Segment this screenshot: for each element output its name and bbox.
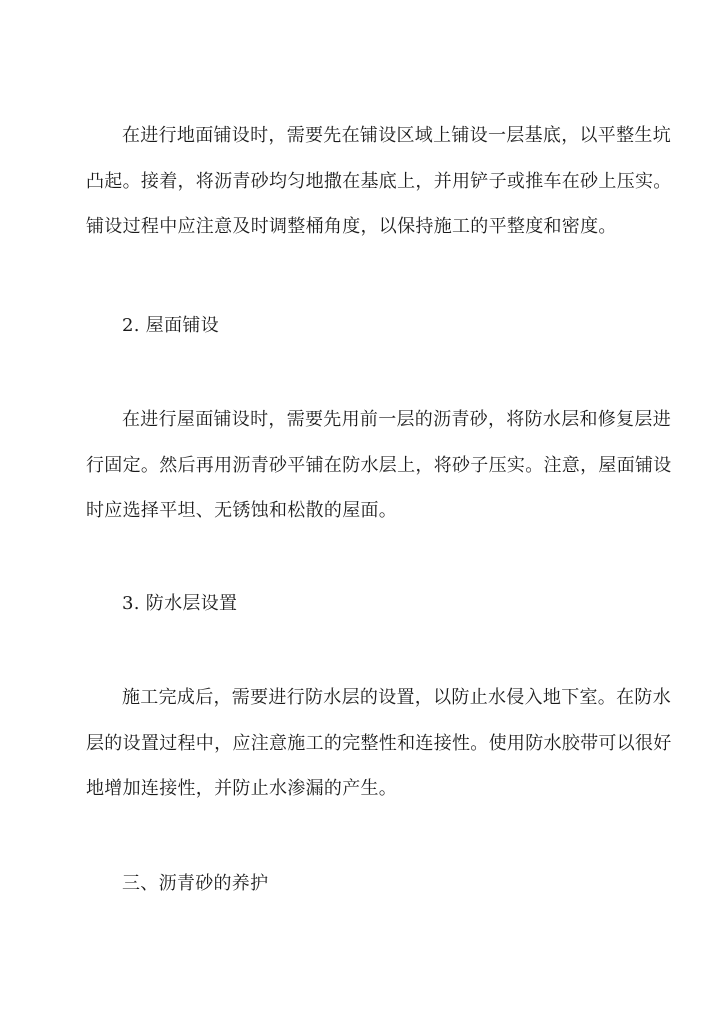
paragraph-3-line-1: 施工完成后，需要进行防水层的设置，以防止水侵入地下室。在防水 [122,687,671,708]
paragraph-1-line-2: 凸起。接着，将沥青砂均匀地撒在基底上，并用铲子或推车在砂上压实。 [86,171,672,192]
section-heading-roof-laying: 2. 屋面铺设 [122,315,219,336]
section-heading-waterproof-layer: 3. 防水层设置 [122,593,238,614]
paragraph-3-line-2: 层的设置过程中，应注意施工的完整性和连接性。使用防水胶带可以很好 [86,733,672,754]
paragraph-3-line-3: 地增加连接性，并防止水渗漏的产生。 [86,778,398,799]
paragraph-2-line-1: 在进行屋面铺设时，需要先用前一层的沥青砂，将防水层和修复层进 [122,409,671,430]
paragraph-2-line-3: 时应选择平坦、无锈蚀和松散的屋面。 [86,500,398,521]
section-heading-maintenance: 三、沥青砂的养护 [122,873,269,894]
paragraph-1-line-3: 铺设过程中应注意及时调整桶角度，以保持施工的平整度和密度。 [86,216,617,237]
paragraph-2-line-2: 行固定。然后再用沥青砂平铺在防水层上，将砂子压实。注意，屋面铺设 [86,455,672,476]
paragraph-1-line-1: 在进行地面铺设时，需要先在铺设区域上铺设一层基底，以平整生坑 [122,125,671,146]
